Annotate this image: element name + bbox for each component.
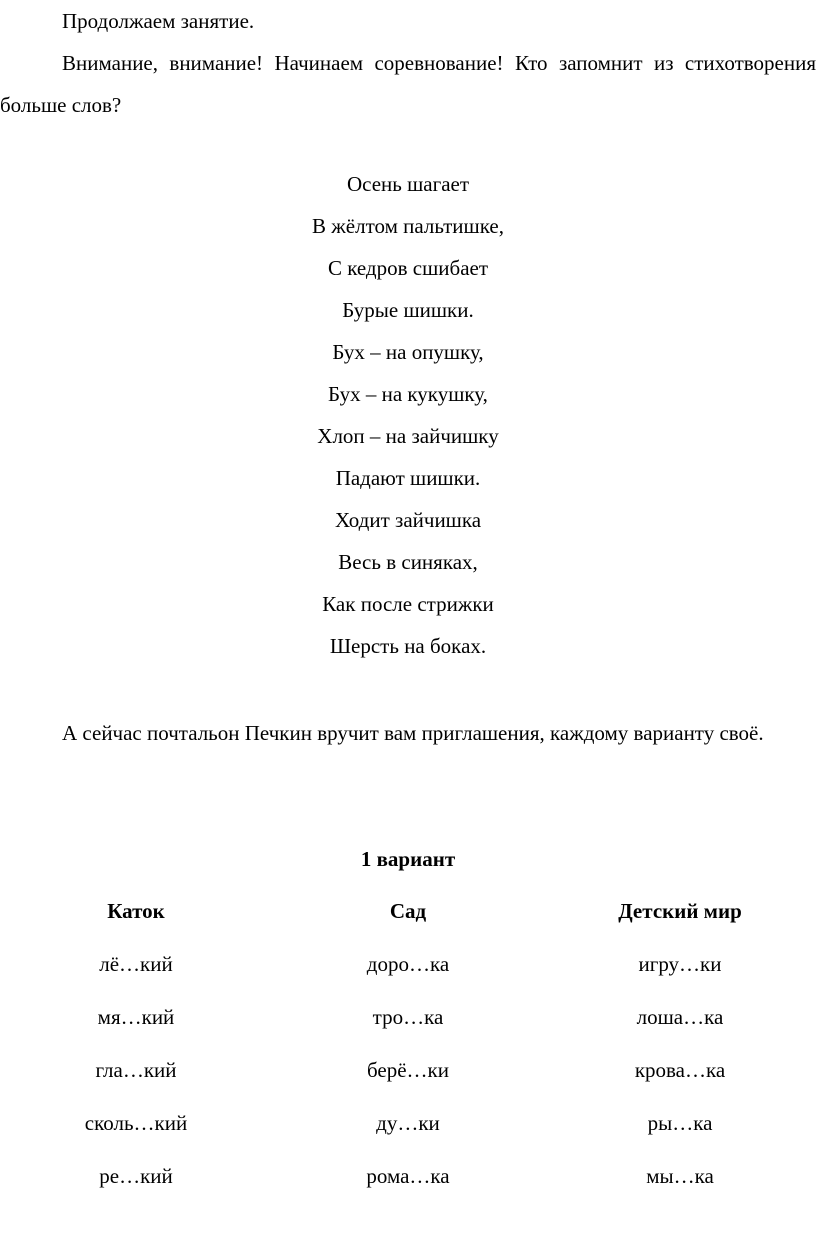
word-item: рома…ка <box>366 1164 450 1188</box>
poem-line: Как после стрижки <box>322 592 494 616</box>
poem-line: Бух – на опушку, <box>332 340 484 364</box>
word-column-katok <box>6 890 266 1197</box>
word-item: ду…ки <box>376 1111 440 1135</box>
poem-line: Бурые шишки. <box>342 298 474 322</box>
word-item: гла…кий <box>95 1058 177 1082</box>
poem-line: Осень шагает <box>346 172 470 196</box>
word-item: ры…ка <box>647 1111 713 1135</box>
variant-title: 1 вариант <box>360 847 456 871</box>
poem-line: Шерсть на боках. <box>329 634 487 658</box>
poem-line: Весь в синяках, <box>338 550 478 574</box>
word-item: ре…кий <box>99 1164 173 1188</box>
word-item: сколь…кий <box>84 1111 188 1135</box>
poem-line: Хлоп – на зайчишку <box>317 424 499 448</box>
word-column-detskiy-mir <box>550 890 810 1197</box>
word-column-sad <box>278 890 538 1197</box>
instruction-paragraph: А сейчас почтальон Печкин вручит вам приглашения, каждому варианту своё. <box>62 721 764 745</box>
poem-line: Бух – на кукушку, <box>328 382 488 406</box>
intro-line-continue: Продолжаем занятие. <box>62 9 255 33</box>
word-item: тро…ка <box>372 1005 444 1029</box>
poem-line: С кедров сшибает <box>327 256 489 280</box>
poem <box>0 163 816 667</box>
word-item: берё…ки <box>367 1058 449 1082</box>
word-item: мя…кий <box>97 1005 175 1029</box>
word-item: игру…ки <box>638 952 722 976</box>
column-header: Сад <box>389 899 427 923</box>
column-header: Каток <box>107 899 165 923</box>
word-item: крова…ка <box>634 1058 726 1082</box>
word-item: мы…ка <box>646 1164 714 1188</box>
poem-line: Падают шишки. <box>335 466 481 490</box>
intro-line-competition: Внимание, внимание! Начинаем соревнование! Кто запомнит из стихотворения больше слов? <box>0 51 816 117</box>
word-item: лоша…ка <box>636 1005 724 1029</box>
word-item: лё…кий <box>99 952 173 976</box>
word-item: доро…ка <box>366 952 450 976</box>
column-header: Детский мир <box>618 899 742 923</box>
poem-line: Ходит зайчишка <box>334 508 482 532</box>
poem-line: В жёлтом пальтишке, <box>312 214 504 238</box>
